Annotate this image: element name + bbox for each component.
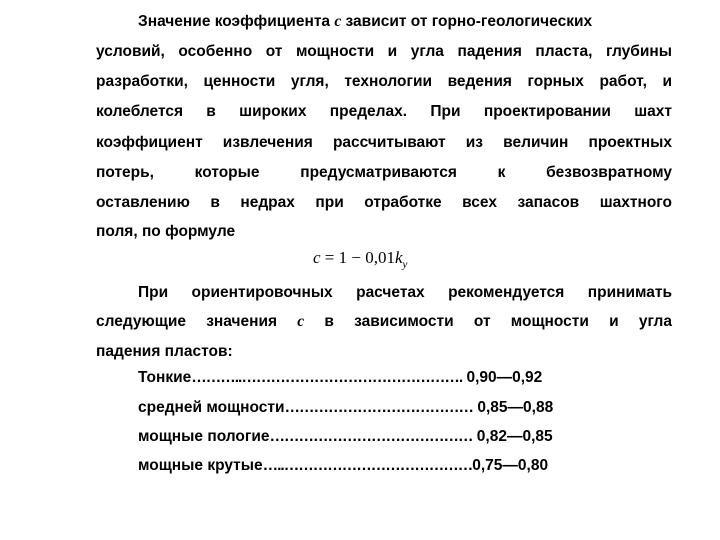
value-label: мощные пологие <box>138 428 270 445</box>
p2-line-2-part-a: следующие значения <box>96 313 298 330</box>
leader-dots: ………..………………………………………. <box>191 369 463 386</box>
coefficient-c: c <box>334 13 342 30</box>
value-range: 0,85—0,88 <box>473 399 554 416</box>
value-label: Тонкие <box>138 369 192 386</box>
p1-line-1-part-b: зависит от горно-геологических <box>341 13 593 30</box>
value-row-thin <box>138 368 542 388</box>
p1-line-6: потерь, которые предусматриваются к безвозвратному <box>96 164 672 181</box>
formula-lhs: c <box>313 248 321 267</box>
value-label: средней мощности <box>138 399 285 416</box>
p2-line-3: падения пластов: <box>96 343 233 360</box>
leader-dots: …………………………………… <box>269 428 473 445</box>
leader-dots: …..………………………………… <box>262 457 473 474</box>
p1-line-2: условий, особенно от мощности и угла падения пласта, глубины <box>96 43 672 60</box>
p2-line-2 <box>96 312 672 332</box>
p1-line-1-part-a: Значение коэффициента <box>138 13 335 30</box>
value-range: 0,82—0,85 <box>472 428 553 445</box>
value-range: 0,75—0,80 <box>472 457 549 474</box>
value-label: мощные крутые <box>138 457 263 474</box>
formula-rhs: = 1 − 0,01 <box>320 248 395 267</box>
p1-line-5: коэффициент извлечения рассчитывают из величин проектных <box>96 134 672 151</box>
value-row-medium <box>138 398 553 418</box>
p2-line-1: При ориентировочных расчетах рекомендуется принимать <box>138 284 672 301</box>
p2-line-2-part-b: в зависимости от мощности и угла <box>304 313 672 330</box>
p1-line-4: колеблется в широких пределах. При проектировании шахт <box>96 103 672 120</box>
leader-dots: ………………………………… <box>284 399 474 416</box>
p1-line-3: разработки, ценности угля, технологии ведения горных работ, и <box>96 73 672 90</box>
p1-line-1 <box>138 12 592 32</box>
value-row-thick-steep <box>138 456 548 476</box>
formula-sub: у <box>402 258 408 271</box>
p1-line-8: поля, по формуле <box>96 223 236 240</box>
coefficient-c-2: c <box>297 313 305 330</box>
formula-var: k <box>394 248 403 267</box>
formula <box>313 247 407 275</box>
p1-line-7: оставлению в недрах при отработке всех запасов шахтного <box>96 194 672 211</box>
value-range: 0,90—0,92 <box>462 369 543 386</box>
value-row-thick-flat <box>138 427 553 447</box>
